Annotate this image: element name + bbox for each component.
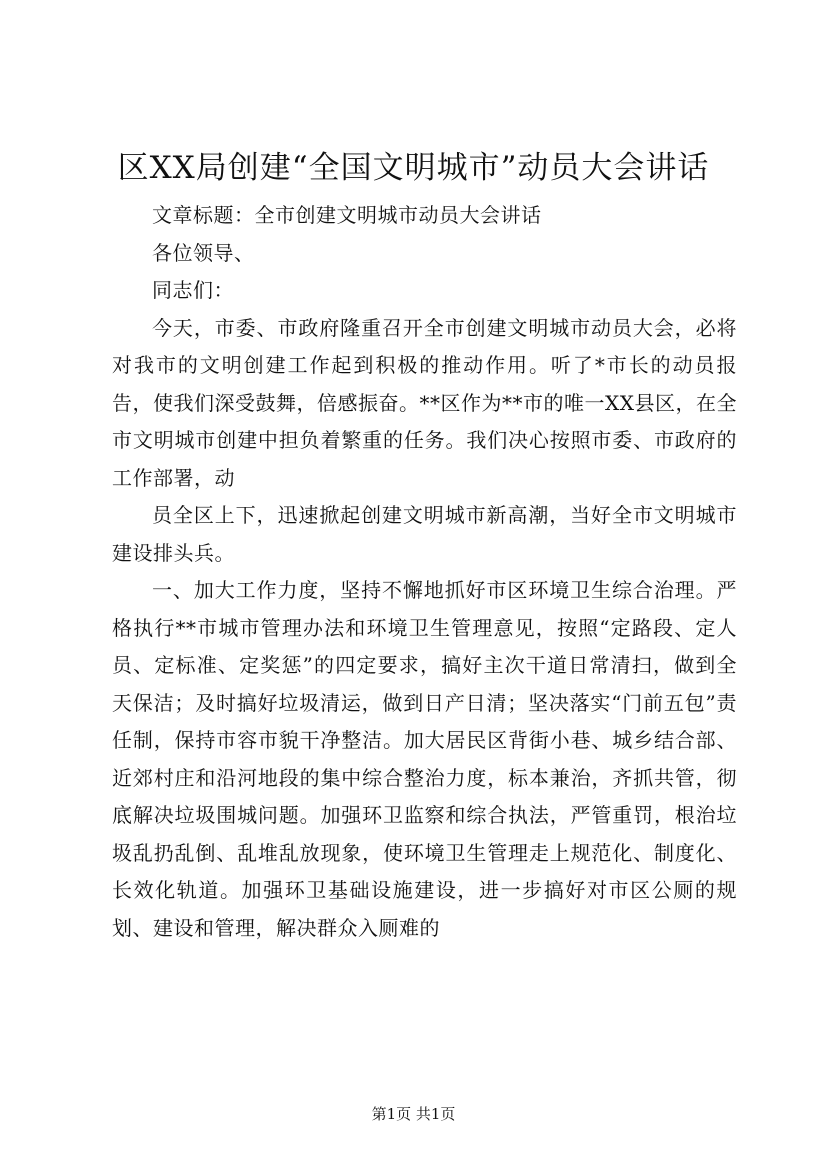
- page-footer: 第1页 共1页: [371, 1105, 456, 1123]
- paragraph-section-one: 一、加大工作力度，坚持不懈地抓好市区环境卫生综合治理。严格执行**市城市管理办法和环境卫生管理意见，按照“定路段、定人员、定标准、定奖惩”的四定要求，搞好主次干道日常清扫，做到全天保洁；及时搞好垃圾清运，做到日产日清；坚决落实“门前五包”责任制，保持市容市貌干净整洁。加大居民区背街小巷、城乡结合部、近郊村庄和沿河地段的集中综合整治力度，标本兼治，齐抓共管，彻底解决垃圾围城问题。加强环卫监察和综合执法，严管重罚，根治垃圾乱扔乱倒、乱堆乱放现象，使环境卫生管理走上规范化、制度化、长效化轨道。加强环卫基础设施建设，进一步搞好对市区公厕的规划、建设和管理，解决群众入厕难的: [112, 578, 737, 940]
- paragraph-mobilize: 员全区上下，迅速掀起创建文明城市新高潮，当好全市文明城市建设排头兵。: [112, 503, 737, 565]
- paragraph-salutation-comrades: 同志们：: [152, 278, 234, 302]
- paragraph-salutation-leaders: 各位领导、: [152, 240, 255, 265]
- paragraph-article-title: 文章标题：全市创建文明城市动员大会讲话: [152, 203, 542, 227]
- document-title: 区XX局创建“全国文明城市”动员大会讲话: [117, 150, 710, 186]
- paragraph-opening: 今天，市委、市政府隆重召开全市创建文明城市动员大会，必将对我市的文明创建工作起到积极的推动作用。听了*市长的动员报告，使我们深受鼓舞，倍感振奋。**区作为**市的唯一XX县区，在全市文明城市创建中担负着繁重的任务。我们决心按照市委、市政府的工作部署，动: [112, 315, 737, 490]
- document-body: [112, 197, 737, 947]
